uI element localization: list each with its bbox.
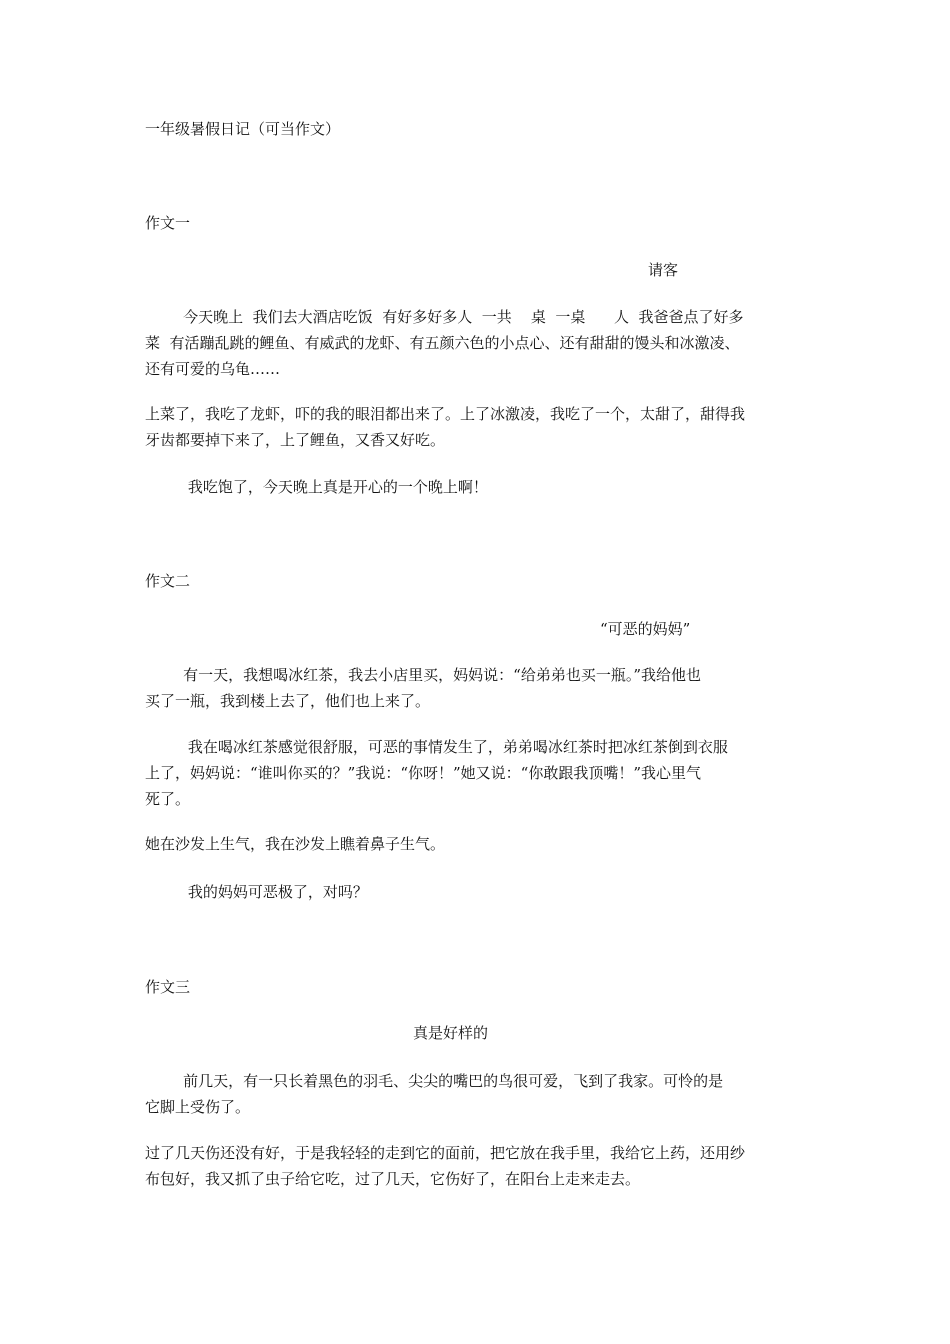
paragraph-line: 菜 有活蹦乱跳的鲤鱼、有威武的龙虾、有五颜六色的小点心、还有甜甜的馒头和冰激凌、: [145, 334, 740, 352]
essay-3-title: 真是好样的: [413, 1024, 489, 1042]
paragraph-line: 上菜了，我吃了龙虾，吓的我的眼泪都出来了。上了冰激凌，我吃了一个，太甜了，甜得我: [145, 405, 746, 423]
essay-3-paragraph-1: [145, 1068, 810, 1120]
paragraph-line: 死了。: [145, 790, 191, 808]
essay-3-paragraph-2: [145, 1140, 810, 1192]
paragraph-line: 我在喝冰红茶感觉很舒服，可恶的事情发生了，弟弟喝冰红茶时把冰红茶倒到衣服: [145, 738, 728, 756]
essay-1-paragraph-1: [145, 304, 810, 382]
essay-2-title: “可恶的妈妈”: [600, 620, 691, 638]
essay-2-paragraph-4: [145, 879, 810, 905]
essay-2-paragraph-1: [145, 662, 810, 714]
paragraph-line: 我的妈妈可恶极了，对吗？: [145, 883, 368, 901]
paragraph-line: 有一天，我想喝冰红茶，我去小店里买，妈妈说：“给弟弟也买一瓶。”我给他也: [145, 666, 701, 684]
paragraph-line: 牙齿都要掉下来了，上了鲤鱼，又香又好吃。: [145, 431, 446, 449]
paragraph-line: 过了几天伤还没有好，于是我轻轻的走到它的面前，把它放在我手里，我给它上药，还用纱: [145, 1144, 746, 1162]
essay-2-label: 作文二: [145, 572, 191, 590]
essay-3-label: 作文三: [145, 978, 191, 996]
paragraph-line: 它脚上受伤了。: [145, 1098, 251, 1116]
paragraph-line: 还有可爱的乌龟……: [145, 360, 281, 378]
essay-1-label: 作文一: [145, 214, 191, 232]
paragraph-line: 她在沙发上生气，我在沙发上瞧着鼻子生气。: [145, 835, 446, 853]
document-title: 一年级暑假日记（可当作文）: [145, 120, 341, 138]
essay-1-title: 请客: [648, 261, 679, 279]
paragraph-line: 前几天，有一只长着黑色的羽毛、尖尖的嘴巴的鸟很可爱，飞到了我家。可怜的是: [145, 1072, 724, 1090]
essay-1-paragraph-2: [145, 401, 810, 453]
essay-2-paragraph-2: [145, 734, 810, 812]
paragraph-line: 上了，妈妈说：“谁叫你买的？”我说：“你呀！”她又说：“你敢跟我顶嘴！”我心里气: [145, 764, 702, 782]
essay-1-paragraph-3: [145, 474, 810, 500]
paragraph-line: 今天晚上 我们去大酒店吃饭 有好多好多人 一共 桌 一桌 人 我爸爸点了好多: [145, 308, 744, 326]
paragraph-line: 买了一瓶，我到楼上去了，他们也上来了。: [145, 692, 431, 710]
paragraph-line: 布包好，我又抓了虫子给它吃，过了几天，它伤好了，在阳台上走来走去。: [145, 1170, 641, 1188]
essay-2-paragraph-3: [145, 831, 810, 857]
paragraph-line: 我吃饱了，今天晚上真是开心的一个晚上啊！: [145, 478, 488, 496]
